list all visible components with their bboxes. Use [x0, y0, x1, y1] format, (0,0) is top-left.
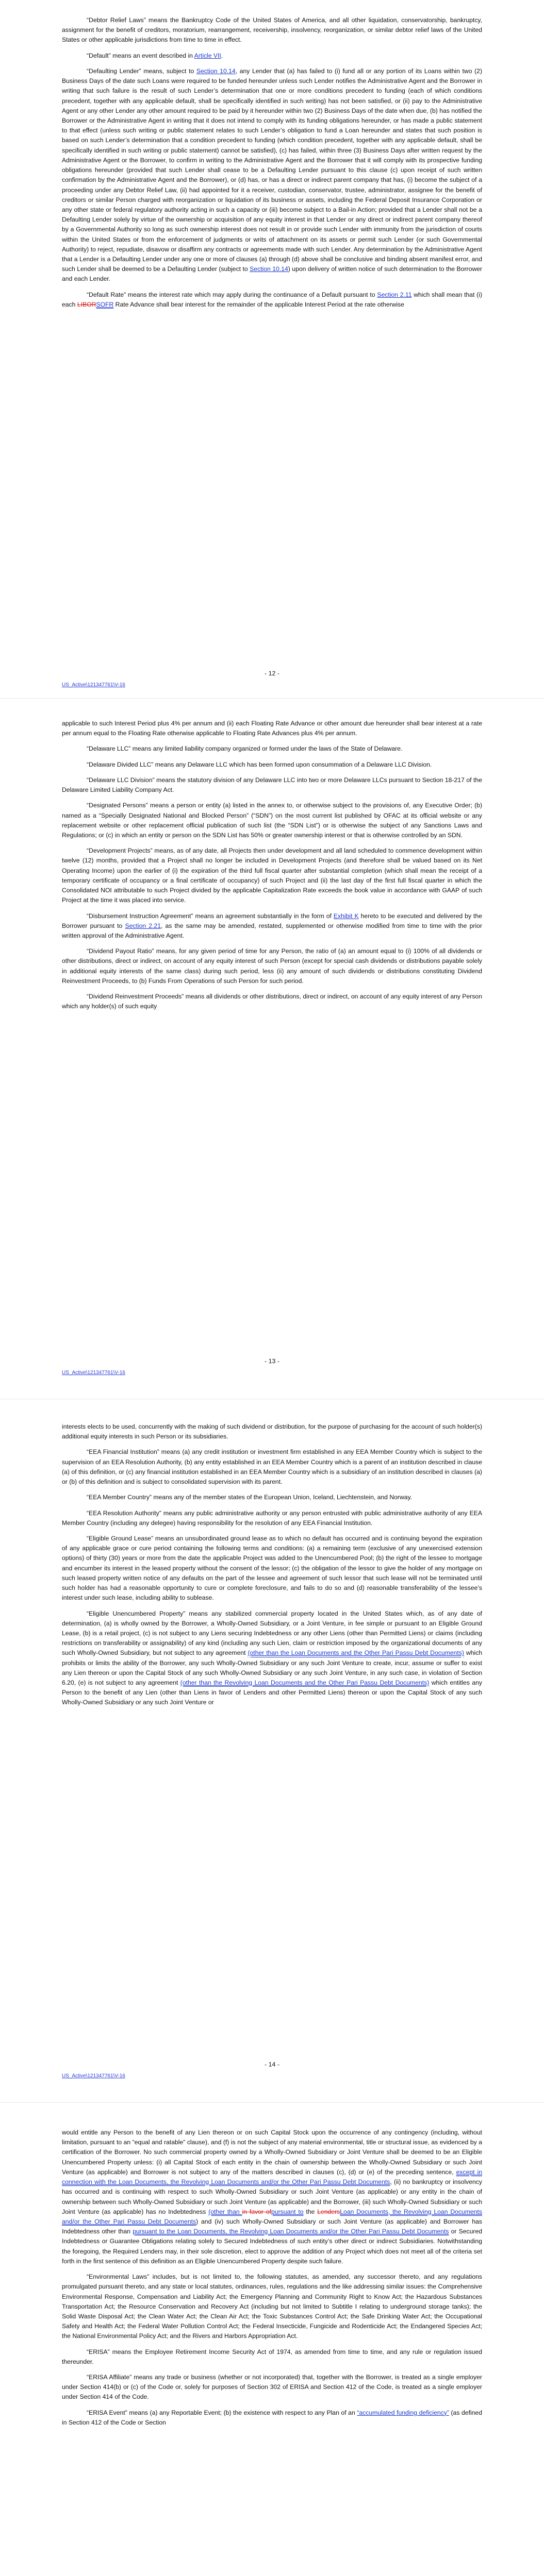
definition-eea-financial-institution: “EEA Financial Institution” means (a) any credit institution or investment firm established in any EEA Member Country which is subject to the supervision of an EEA Resolution Authority, (b) any entity established in an EEA Member Country which is a parent of an institution described in clause (a) of this definition, or (c) any financial institution established in an EEA Member Country which is a subsidiary of an institution described in clauses (a) or (b) of this definition and is subject to consolidated supervision with its parent. [62, 1448, 482, 1486]
section-2-11-link[interactable]: Section 2.11 [377, 291, 412, 298]
section-10-14-link-2[interactable]: Section 10.14 [250, 265, 288, 273]
definition-erisa-affiliate: “ERISA Affiliate” means any trade or business (whether or not incorporated) that, together with the Borrower, is treated as a single employer under Section 414(b) or (c) of the Code or, solely for purposes of Section 302 of ERISA and Section 412 of the Code, is treated as a single employer under Section 414 of the Code. [62, 2374, 482, 2401]
accumulated-funding-deficiency-link[interactable]: “accumulated funding deficiency” [357, 2409, 449, 2416]
page-15 [0, 2128, 544, 2433]
article-vii-link[interactable]: Article VII [194, 52, 221, 59]
definition-default: “Default” means an event described in Article VII. [87, 52, 223, 59]
definition-delaware-llc: “Delaware LLC” means any limited liability company organized or formed under the laws of the State of Delaware. [87, 745, 403, 753]
definition-dividend-payout-ratio: “Dividend Payout Ratio” means, for any given period of time for any Person, the ratio of (a) an amount equal to (i) 100% of all dividends or other distributions, direct or indirect, on account of any equity interest of such Person (except for special cash dividends or distributions payable solely in additional equity interests of the same class) during such period, less (ii) any amount of such dividends or distributions constituting Dividend Reinvestment Proceeds, to (b) Funds From Operations of such Person for such period. [62, 947, 482, 985]
inserted-text: (other than the Revolving Loan Documents and the Other Pari Passu Debt Documents) [180, 1679, 430, 1687]
definition-default-rate-continued: applicable to such Interest Period plus 4% per annum and (ii) each Floating Rate Advance or other amount due hereunder shall bear interest at a rate per annum equal to the Floating Rate otherwise applicable to Floating Rate Advances plus 4% per annum. [62, 720, 482, 737]
definition-eligible-ground-lease: “Eligible Ground Lease” means an unsubordinated ground lease as to which no default has occurred and is continuing beyond the expiration of any applicable grace or cure period containing the following terms and conditions: (a) a remaining term (exclusive of any unexercised extension options) of thirty (30) years or more from the date the applicable Project was added to the Unencumbered Pool; (b) the right of the lessee to mortgage and encumber its interest in the leased property without the consent of the lessor; (c) the obligation of the lessor to give the holder of any mortgage on such leased property written notice of any defaults on the part of the lessee and agreement of such lessor that such lease will not be terminated until such holder has had a reasonable opportunity to cure or complete foreclosure, and fails to do so and (d) reasonable transferability of the lessee’s interest under such lease, including ability to sublease. [62, 1534, 482, 1602]
definition-default-rate: “Default Rate” means the interest rate which may apply during the continuance of a Default pursuant to Section 2.11 which shall mean that (i) each LIBORSOFR Rate Advance shall bear interest for the remainder of the applicable Interest Period at the rate otherwise [62, 291, 483, 308]
section-10-14-link[interactable]: Section 10.14 [196, 67, 236, 75]
inserted-text: except in connection with the Loan Documents, the Revolving Loan Documents and/or the Other Pari Passu Debt Documents [62, 2168, 483, 2186]
definition-delaware-divided-llc: “Delaware Divided LLC” means any Delaware LLC which has been formed upon consummation of a Delaware LLC Division. [87, 760, 432, 768]
deleted-text: Lenders [317, 2208, 340, 2215]
definition-erisa: “ERISA” means the Employee Retirement Income Security Act of 1974, as amended from time to time, and any rule or regulation issued thereunder. [62, 2348, 482, 2365]
definition-erisa-event: “ERISA Event” means (a) any Reportable Event; (b) the existence with respect to any Plan of an “accumulated funding deficiency” (as defined in Section 412 of the Code or Section [62, 2409, 482, 2426]
definition-environmental-laws: “Environmental Laws” includes, but is not limited to, the following statutes, as amended, any successor thereto, and any regulations promulgated pursuant thereto, and any state or local statutes, ordinances, rules, regulations and the like addressing similar issues: the Comprehensive Environmental Response, Compensation and Liability Act; the Emergency Planning and Community Right to Know Act; the Hazardous Substances Transportation Act; the Resource Conservation and Recovery Act (including but not limited to Subtitle I relating to underground storage tanks); the Solid Waste Disposal Act; the Clean Water Act; the Clean Air Act; the Toxic Substances Control Act; the Safe Drinking Water Act; the Occupational Safety and Health Act; the Federal Water Pollution Control Act; the Federal Insecticide, Fungicide and Rodenticide Act; the Endangered Species Act; the National Environmental Policy Act; and the Rivers and Harbors Appropriation Act. [62, 2273, 482, 2340]
document-footer-id: US_Active\121347761\V-16 [62, 682, 125, 688]
page-14 [0, 1422, 544, 1714]
deleted-text: in favor of [242, 2208, 272, 2215]
deleted-text: LIBOR [77, 300, 96, 308]
exhibit-k-link[interactable]: Exhibit K [333, 912, 359, 920]
inserted-text: pursuant to the Loan Documents, the Revolving Loan Documents and/or the Other Pari Passu Debt Documents [133, 2228, 449, 2235]
page-12 [0, 15, 544, 315]
inserted-text: (other than [208, 2208, 242, 2215]
section-2-21-link[interactable]: Section 2.21 [125, 922, 161, 929]
page-divider [0, 698, 544, 699]
inserted-text: SOFR [96, 300, 114, 308]
document-footer-id: US_Active\121347761\V-16 [62, 1370, 125, 1376]
definition-eea-member-country: “EEA Member Country” means any of the member states of the European Union, Iceland, Liechtenstein, and Norway. [87, 1494, 413, 1501]
definition-dividend-reinvestment-proceeds: “Dividend Reinvestment Proceeds” means all dividends or other distributions, direct or indirect, on account of any equity interest of any Person which any holder(s) of such equity [62, 993, 482, 1010]
page-divider [0, 2102, 544, 2103]
definition-development-projects: “Development Projects” means, as of any date, all Projects then under development and all land scheduled to commence development within twelve (12) months, provided that a Project shall no longer be included in Development Projects (and therefore shall be valued based on its Net Operating Income) upon the earlier of (i) the expiration of the third full fiscal quarter after substantial completion (which shall mean the receipt of a temporary certificate of occupancy or a final certificate of occupancy) of such Project and (ii) the last day of the first full fiscal quarter in which the Consolidated NOI attributable to such Project divided by the applicable Capitalization Rate exceeds the book value in accordance with GAAP of such Project at the time it was placed into service. [62, 847, 482, 904]
inserted-text: pursuant to [271, 2208, 304, 2215]
page-number-14: - 14 - [265, 2061, 279, 2068]
page-number-12: - 12 - [265, 670, 279, 677]
page-13 [0, 719, 544, 1017]
definition-eea-resolution-authority: “EEA Resolution Authority” means any public administrative authority or any person entrusted with public administrative authority of any EEA Member Country (including any delegee) having responsibility for the resolution of any EEA Financial Institution. [62, 1509, 482, 1527]
definition-dividend-reinvestment-continued: interests elects to be used, concurrently with the making of such dividend or distribution, for the purpose of purchasing for the account of such holder(s) additional equity interests in such Person or its subsidiaries. [62, 1423, 482, 1440]
definition-eligible-unencumbered-property: “Eligible Unencumbered Property” means any stabilized commercial property located in the United States which, as of any date of determination, (a) is wholly owned by the Borrower, a Wholly-Owned Subsidiary, or a Joint Venture, in fee simple or pursuant to an Eligible Ground Lease, (b) is a retail project, (c) is not subject to any Liens securing Indebtedness or any other Liens (other than Permitted Liens) or claims (including restrictions on transferability or assignability) of any kind (including any such Lien, claim or restriction imposed by the organizational documents of any such Wholly-Owned Subsidiary, but not subject to any agreement (other than the Loan Documents and the Other Pari Passu Debt Documents) which prohibits or limits the ability of the Borrower, any such Wholly-Owned Subsidiary or any such Joint Venture to create, incur, assume or suffer to exist any Lien thereon or upon the Capital Stock of any such Wholly-Owned Subsidiary or any such Joint Venture, in any such case, in violation of Section 6.20, (e) is not subject to any agreement (other than the Revolving Loan Documents and the Other Pari Passu Debt Documents) which entitles any Person to the benefit of any Lien (other than Liens in favor of Lenders and other Permitted Liens) thereon or upon the Capital Stock of any such Wholly-Owned Subsidiary or any such Joint Venture or [62, 1609, 482, 1706]
definition-designated-persons: “Designated Persons” means a person or entity (a) listed in the annex to, or otherwise subject to the provisions of, any Executive Order; (b) named as a “Specially Designated National and Blocked Person” (“SDN”) on the most current list published by OFAC at its official website or any replacement website or other replacement official publication of such list (the “SDN List”) or is otherwise the subject of any Sanctions Laws and Regulations; or (c) in which an entity or person on the SDN List has 50% or greater ownership interest or that is otherwise controlled by an SDN. [62, 802, 482, 839]
definition-disbursement-instruction-agreement: “Disbursement Instruction Agreement” means an agreement substantially in the form of Exhibit K hereto to be executed and delivered by the Borrower pursuant to Section 2.21, as the same may be amended, restated, supplemented or otherwise modified from time to time with the prior written approval of the Administrative Agent. [62, 912, 482, 939]
page-number-13: - 13 - [265, 1358, 279, 1365]
inserted-text: (other than the Loan Documents and the Other Pari Passu Debt Documents) [248, 1649, 464, 1657]
definition-delaware-llc-division: “Delaware LLC Division” means the statutory division of any Delaware LLC into two or more Delaware LLCs pursuant to Section 18-217 of the Delaware Limited Liability Company Act. [62, 776, 482, 794]
document-footer-id: US_Active\121347761\V-16 [62, 2073, 125, 2079]
definition-defaulting-lender: “Defaulting Lender” means, subject to Section 10.14, any Lender that (a) has failed to (i) fund all or any portion of its Loans within two (2) Business Days of the date such Loans were required to be funded hereunder unless such Lender notifies the Administrative Agent and the Borrower in writing that such failure is the result of such Lender’s determination that one or more conditions precedent to funding (each of which conditions precedent, together with any applicable default, shall be specifically identified in such writing) has not been satisfied, or (ii) pay to the Administrative Agent or any other Lender any other amount required to be paid by it hereunder within two (2) Business Days of the date when due, (b) has notified the Borrower or the Administrative Agent in writing that it does not intend to comply with its funding obligations hereunder, or has made a public statement to that effect (unless such writing or public statement relates to such Lender’s obligation to fund a Loan hereunder and states that such position is based on such Lender’s determination that a condition precedent to funding (which condition precedent, together with any applicable default, shall be specifically identified in such writing or public statement) cannot be satisfied), (c) has failed, within three (3) Business Days after written request by the Administrative Agent or the Borrower, to confirm in writing to the Administrative Agent and the Borrower that it will comply with its prospective funding obligations hereunder (provided that such Lender shall cease to be a Defaulting Lender pursuant to this clause (c) upon receipt of such written confirmation by the Administrative Agent and the Borrower), or (d) has, or has a direct or indirect parent company that has, (i) become the subject of a proceeding under any Debtor Relief Law, (ii) had appointed for it a receiver, custodian, conservator, trustee, administrator, assignee for the benefit of creditors or similar Person charged with reorganization or liquidation of its business or assets, including the Federal Deposit Insurance Corporation or any other state or federal regulatory authority acting in such a capacity or (iii) become subject to a Bail-in Action; provided that a Lender shall not be a Defaulting Lender solely by virtue of the ownership or acquisition of any equity interest in that Lender or any direct or indirect parent company thereof by a Governmental Authority so long as such ownership interest does not result in or provide such Lender with immunity from the jurisdiction of courts within the United States or from the enforcement of judgments or writs of attachment on its assets or permit such Lender (or such Governmental Authority) to reject, repudiate, disavow or disaffirm any contracts or agreements made with such Lender. Any determination by the Administrative Agent that a Lender is a Defaulting Lender under any one or more of clauses (a) through (d) above shall be conclusive and binding absent manifest error, and such Lender shall be deemed to be a Defaulting Lender (subject to Section 10.14) upon delivery of written notice of such determination to the Borrower and each Lender. [62, 67, 483, 283]
definition-eligible-unencumbered-continued: would entitle any Person to the benefit of any Lien thereon or on such Capital Stock upon the occurrence of any contingency (including, without limitation, pursuant to an “equal and ratable” clause), and (f) is not the subject of any material environmental, title or structural issue, as evidenced by a certification of the Borrower. No such commercial property owned by a Wholly-Owned Subsidiary or Joint Venture shall be deemed to be an Eligible Unencumbered Property unless: (i) all Capital Stock of each entity in the chain of ownership between the Wholly-Owned Subsidiary or such Joint Venture (as applicable) and Borrower is not subject to any of the matters described in clauses (c), (d) or (e) of the preceding sentence, except in connection with the Loan Documents, the Revolving Loan Documents and/or the Other Pari Passu Debt Documents, (ii) no bankruptcy or insolvency has occurred and is continuing with respect to such Wholly-Owned Subsidiary or such Joint Venture (as applicable) or any entity in the chain of ownership between such Wholly-Owned Subsidiary or such Joint Venture (as applicable) and the Borrower, (iii) such Wholly-Owned Subsidiary or such Joint Venture (as applicable) has no Indebtedness (other than in favor ofpursuant to the LendersLoan Documents, the Revolving Loan Documents and/or the Other Pari Passu Debt Documents) and (iv) such Wholly-Owned Subsidiary or such Joint Venture (as applicable) and Borrower has Indebtedness other than pursuant to the Loan Documents, the Revolving Loan Documents and/or the Other Pari Passu Debt Documents or Secured Indebtedness or Guarantee Obligations relating solely to Secured Indebtedness of such entity’s other direct or indirect Subsidiaries. Notwithstanding the foregoing, the Required Lenders may, in their sole discretion, elect to approve the addition of any Project which does not meet all of the criteria set forth in the first sentence of this definition as an Eligible Unencumbered Property despite such failure. [62, 2129, 483, 2265]
definition-debtor-relief-laws: “Debtor Relief Laws” means the Bankruptcy Code of the United States of America, and all other liquidation, conservatorship, bankruptcy, assignment for the benefit of creditors, moratorium, rearrangement, receivership, insolvency, reorganization, or similar debtor relief laws of the United States or other applicable jurisdictions from time to time in effect. [62, 16, 482, 44]
inserted-text: Loan Documents, the Revolving Loan Documents and/or the Other Pari Passu Debt Documents [62, 2208, 483, 2225]
